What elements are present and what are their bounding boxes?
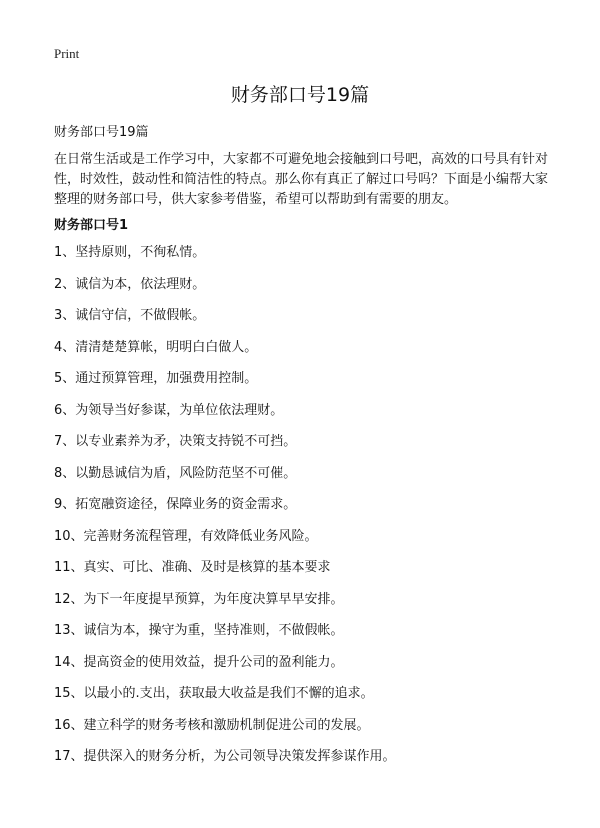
print-link[interactable]: Print <box>54 46 80 61</box>
slogan-item: 4、清清楚楚算帐，明明白白做人。 <box>54 339 258 355</box>
intro-paragraph: 在日常生活或是工作学习中，大家都不可避免地会接触到口号吧，高效的口号具有针对性，时效性，鼓动性和简洁性的特点。那么你有真正了解过口号吗？下面是小编帮大家整理的财务部口号，供大家参考借鉴，希望可以帮助到有需要的朋友。 <box>54 152 549 207</box>
slogan-item: 3、诚信守信，不做假帐。 <box>54 308 206 323</box>
slogan-list <box>54 243 574 779</box>
document-title: 财务部口号19篇 <box>230 84 370 106</box>
slogan-item: 13、诚信为本，操守为重，坚持准则，不做假帐。 <box>54 623 344 638</box>
document-subtitle: 财务部口号19篇 <box>54 125 149 140</box>
slogan-item: 8、以勤恳诚信为盾，风险防范坚不可催。 <box>54 465 297 481</box>
slogan-item: 6、为领导当好参谋，为单位依法理财。 <box>54 402 284 418</box>
slogan-item: 16、建立科学的财务考核和激励机制促进公司的发展。 <box>54 717 370 733</box>
slogan-item: 5、通过预算管理，加强费用控制。 <box>54 371 258 386</box>
slogan-item: 12、为下一年度提早预算，为年度决算早早安排。 <box>54 591 344 607</box>
slogan-item: 15、以最小的.支出，获取最大收益是我们不懈的追求。 <box>54 686 374 701</box>
slogan-item: 11、真实、可比、准确、及时是核算的基本要求 <box>54 560 331 575</box>
slogan-item: 10、完善财务流程管理，有效降低业务风险。 <box>54 528 318 544</box>
slogan-item: 2、诚信为本，依法理财。 <box>54 276 206 292</box>
slogan-item: 9、拓宽融资途径，保障业务的资金需求。 <box>54 497 297 512</box>
slogan-item: 7、以专业素养为矛，决策支持锐不可挡。 <box>54 434 297 449</box>
slogan-item: 1、坚持原则，不徇私情。 <box>54 245 206 260</box>
section-heading: 财务部口号1 <box>54 218 129 233</box>
slogan-item: 14、提高资金的使用效益，提升公司的盈利能力。 <box>54 654 344 670</box>
slogan-item: 17、提供深入的财务分析，为公司领导决策发挥参谋作用。 <box>54 749 396 764</box>
